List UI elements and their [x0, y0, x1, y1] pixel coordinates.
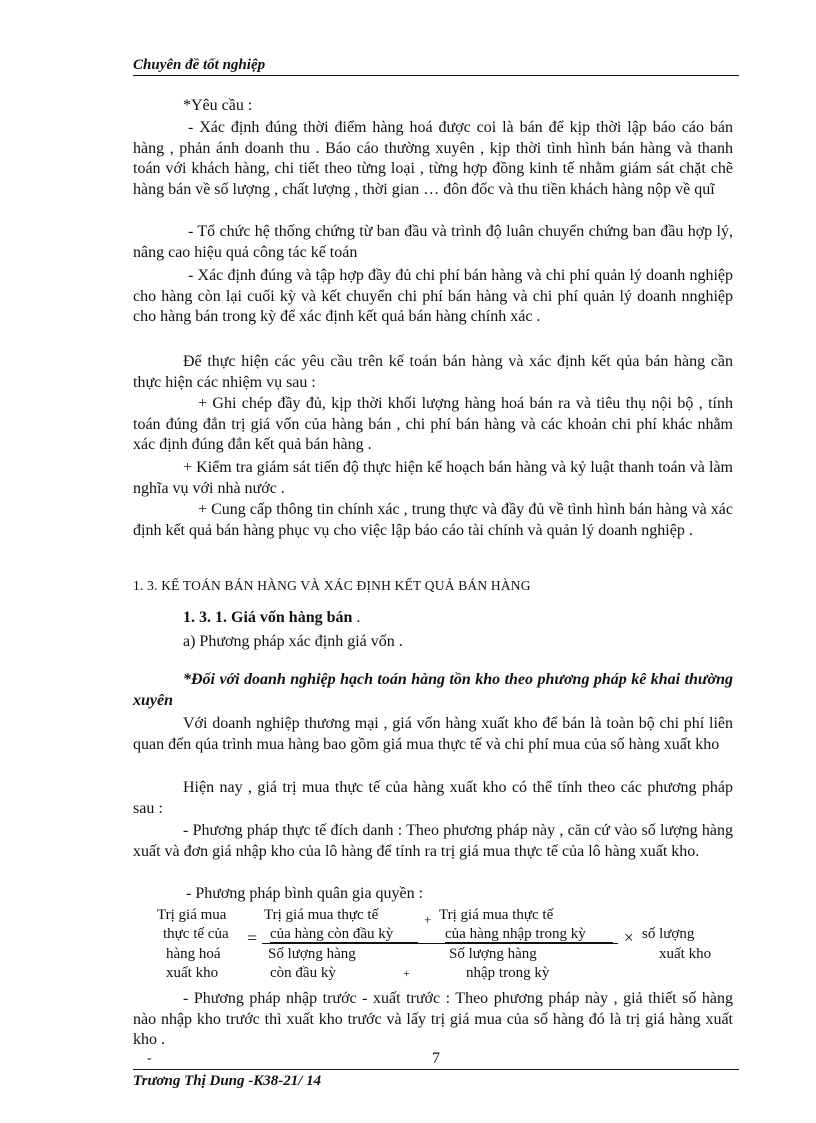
fraction-bar — [262, 943, 618, 944]
header-rule — [133, 75, 739, 76]
subsection-tail: . — [352, 609, 361, 626]
plus-sign-bottom: + — [403, 966, 410, 980]
formula-left-line: hàng hoá — [166, 946, 221, 962]
paragraph: Với doanh nghiệp thương mại , giá vốn hàng xuất kho để bán là toàn bộ chi phí liên quan đến qúa trình mua hàng bao gồm giá mua thực tế và chi phí mua của số hàng xuất kho — [133, 715, 733, 753]
paragraph: + Kiểm tra giám sát tiến độ thực hiện kế hoạch bán hàng và kỷ luật thanh toán và làm nghĩa vụ với nhà nước . — [133, 459, 733, 497]
subsection-a: a) Phương pháp xác định giá vốn . — [183, 633, 403, 650]
paragraph: + Cung cấp thông tin chính xác , trung thực và đầy đủ về tình hình bán hàng và xác định kết quả bán hàng phục vụ cho việc lập báo cáo tài chính và quản lý doanh nghiệp . — [133, 501, 733, 539]
italic-heading: *Đối với doanh nghiệp hạch toán hàng tồn kho theo phương pháp kê khai thường xuyên — [133, 671, 733, 709]
formula-num1-line: của hàng còn đầu kỳ — [270, 926, 394, 942]
footer-dot: - — [147, 1051, 152, 1066]
paragraph: - Xác định đúng thời điểm hàng hoá được coi là bán để kịp thời lập báo cáo bán hàng , phản ánh doanh thu . Báo cáo thường xuyên , kịp thời tình hình bán hàng và thanh toán với khách hàng, chi tiết theo từng loại , từng hợp đồng kinh tế nhằm giám sát chặt chẽ hàng bán về số lượng , chất lượng , thời gian … đôn đốc và thu tiền khách hàng nộp về quĩ — [133, 119, 733, 198]
requirements-heading: *Yêu cầu : — [183, 97, 253, 114]
formula-left-line: xuất kho — [166, 965, 219, 981]
paragraph: - Phương pháp bình quân gia quyền : — [186, 885, 424, 902]
paragraph: - Phương pháp nhập trước - xuất trước : Theo phương pháp này , giả thiết số hàng nào nhập kho trước thì xuất kho trước và lấy trị giá mua của số hàng đó là trị giá hàng xuất kho . — [133, 990, 733, 1048]
header-title: Chuyên đề tốt nghiệp — [133, 57, 266, 73]
formula-den2-line: nhập trong kỳ — [466, 965, 550, 981]
formula-num2-line: của hàng nhập trong kỳ — [445, 926, 586, 942]
subsection-heading — [183, 609, 360, 627]
formula-num1-line: Trị giá mua thực tế — [264, 907, 379, 923]
formula-right-line: xuất kho — [659, 946, 712, 962]
paragraph: - Xác định đúng và tập hợp đầy đủ chi phí bán hàng và chi phí quản lý doanh nghiệp cho hàng còn lại cuối kỳ và kết chuyển chi phí bán hàng và chi phí quản lý doanh nnghiệp cho hàng bán trong kỳ để xác định kết quả bán hàng chính xác . — [133, 267, 733, 325]
footer-rule — [133, 1069, 739, 1070]
plus-sign-top: + — [424, 912, 432, 927]
page-number: 7 — [432, 1050, 440, 1067]
equals-sign: = — [247, 928, 258, 948]
paragraph: - Phương pháp thực tế đích danh : Theo phương pháp này , căn cứ vào số lượng hàng xuất và đơn giá nhập kho của lô hàng để tính ra trị giá mua thực tế của lô hàng xuất kho. — [133, 822, 733, 860]
paragraph: + Ghi chép đầy đủ, kịp thời khối lượng hàng hoá bán ra và tiêu thụ nội bộ , tính toán đúng đắn trị giá vốn của hàng bán , chi phí bán hàng và các khoản chi phí khác nhằm xác định đúng đắn kết quả bán hàng . — [133, 395, 733, 453]
formula-left-line: Trị giá mua — [157, 907, 227, 923]
formula-den1-line: Số lượng hàng — [268, 946, 356, 962]
formula-den2-line: Số lượng hàng — [449, 946, 537, 962]
formula-num2-line: Trị giá mua thực tế — [439, 907, 554, 923]
paragraph: - Tổ chức hệ thống chứng từ ban đầu và trình độ luân chuyển chứng ban đầu hợp lý, nâng cao hiệu quả công tác kế toán — [133, 223, 733, 261]
subsection-title: Giá vốn hàng bán — [231, 609, 353, 626]
subsection-number: 1. 3. 1. — [183, 609, 227, 626]
formula-den1-line: còn đầu kỳ — [270, 965, 336, 981]
section-heading: 1. 3. KẾ TOÁN BÁN HÀNG VÀ XÁC ĐỊNH KẾT QUẢ BÁN HÀNG — [133, 578, 531, 593]
paragraph: Hiện nay , giá trị mua thực tế của hàng xuất kho có thể tính theo các phương pháp sau : — [133, 779, 733, 817]
paragraph: Để thực hiện các yêu cầu trên kế toán bán hàng và xác định kết qủa bán hàng cần thực hiện các nhiệm vụ sau : — [133, 353, 733, 391]
footer-author: Trương Thị Dung -K38-21/ 14 — [133, 1073, 322, 1089]
formula-left-line: thực tế của — [163, 926, 229, 942]
times-sign: × — [624, 928, 634, 947]
formula-right-line: số lượng — [642, 926, 695, 942]
